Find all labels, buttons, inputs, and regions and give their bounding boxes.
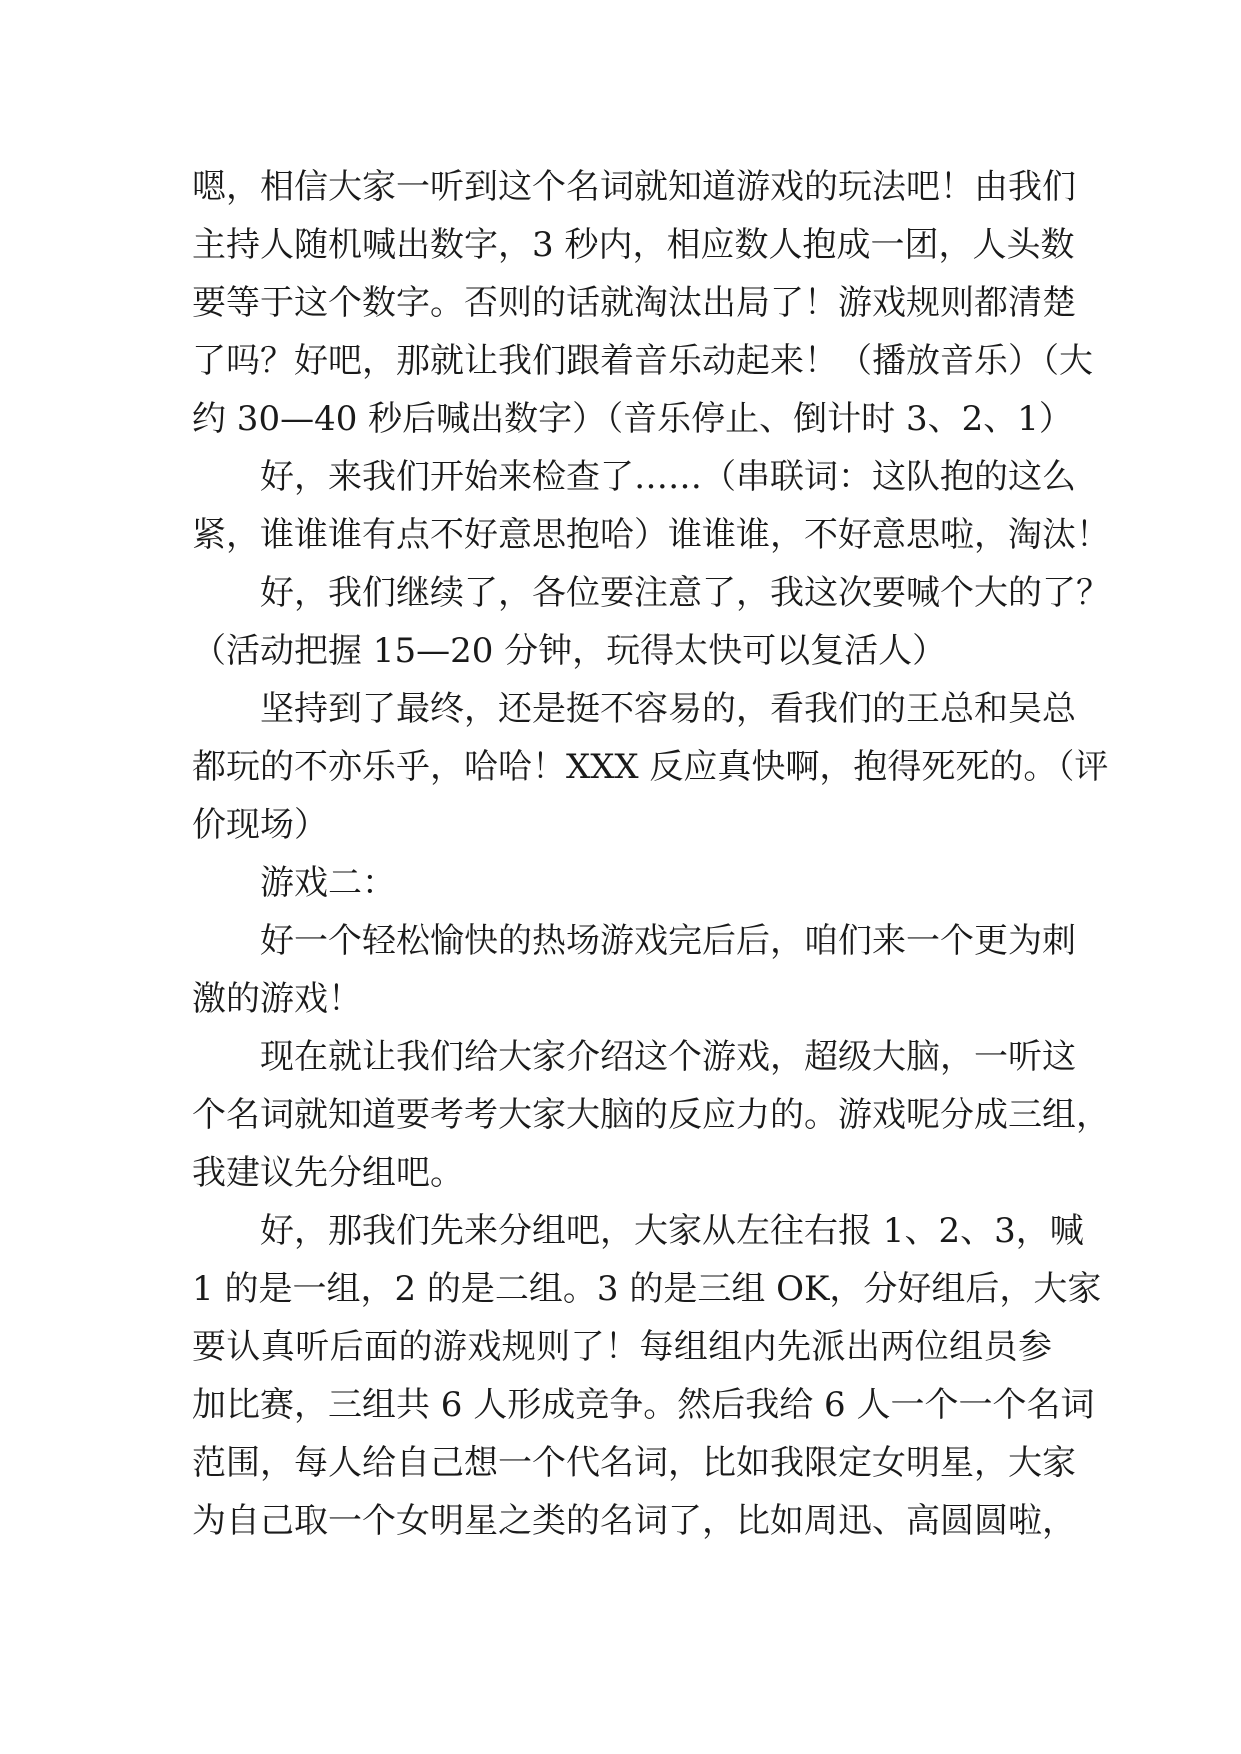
paragraph-game-two-intro (192, 912, 1076, 1028)
text-line: 坚持到了最终，还是挺不容易的，看我们的王总和吴总 (260, 689, 1076, 729)
text-line: 好，那我们先来分组吧，大家从左往右报 1、2、3，喊 (260, 1211, 1084, 1251)
text-line: 好，我们继续了，各位要注意了，我这次要喊个大的了？ (260, 573, 1110, 613)
text-line: 范围，每人给自己想一个代名词，比如我限定女明星，大家 (192, 1443, 1076, 1483)
text-line: 好，来我们开始来检查了……（串联词：这队抱的这么 (260, 457, 1076, 497)
section-heading-game-two (192, 854, 1052, 912)
text-line: 紧，谁谁谁有点不好意思抱哈）谁谁谁，不好意思啦，淘汰！ (192, 515, 1110, 555)
paragraph-check (192, 448, 1110, 564)
text-line: 都玩的不亦乐乎，哈哈！XXX 反应真快啊，抱得死死的。（评 (192, 747, 1109, 787)
document-page (192, 158, 1110, 1550)
paragraph-grouping-rules (192, 1202, 1102, 1550)
text-line: 主持人随机喊出数字，3 秒内，相应数人抱成一团，人头数 (192, 225, 1075, 265)
text-line: （活动把握 15—20 分钟，玩得太快可以复活人） (192, 631, 947, 671)
text-line: 现在就让我们给大家介绍这个游戏，超级大脑，一听这 (260, 1037, 1076, 1077)
text-line: 为自己取一个女明星之类的名词了，比如周迅、高圆圆啦， (192, 1501, 1076, 1541)
text-line: 约 30—40 秒后喊出数字）（音乐停止、倒计时 3、2、1） (192, 399, 1073, 439)
text-line: 嗯，相信大家一听到这个名词就知道游戏的玩法吧！由我们 (192, 167, 1076, 207)
paragraph-game-intro (192, 158, 1093, 448)
text-line: 加比赛，三组共 6 人形成竞争。然后我给 6 人一个一个名词 (192, 1385, 1095, 1425)
text-line: 1 的是一组，2 的是二组。3 的是三组 OK，分好组后，大家 (192, 1269, 1102, 1309)
paragraph-continue (192, 564, 1110, 680)
paragraph-final (192, 680, 1109, 854)
text-line: 游戏二： (260, 863, 396, 903)
text-line: 要认真听后面的游戏规则了！每组组内先派出两位组员参 (192, 1327, 1052, 1367)
text-line: 我建议先分组吧。 (192, 1153, 464, 1193)
text-line: 个名词就知道要考考大家大脑的反应力的。游戏呢分成三组， (192, 1095, 1110, 1135)
text-line: 激的游戏！ (192, 979, 362, 1019)
paragraph-super-brain (192, 1028, 1110, 1202)
text-line: 了吗？好吧，那就让我们跟着音乐动起来！（播放音乐）（大 (192, 341, 1093, 381)
text-line: 好一个轻松愉快的热场游戏完后后，咱们来一个更为刺 (260, 921, 1076, 961)
text-line: 价现场） (192, 805, 328, 845)
text-line: 要等于这个数字。否则的话就淘汰出局了！游戏规则都清楚 (192, 283, 1076, 323)
